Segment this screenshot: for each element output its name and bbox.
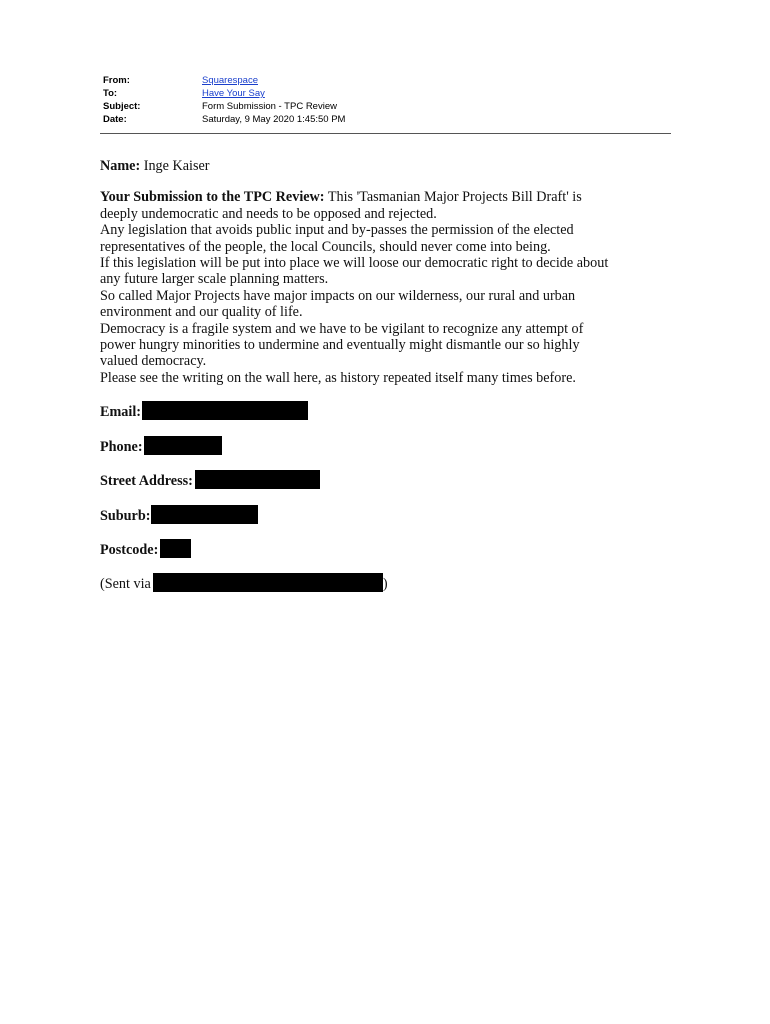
postcode-field [100,539,680,558]
postcode-label: Postcode: [100,541,159,558]
suburb-redaction [151,505,258,524]
submission-line: any future larger scale planning matters. [100,271,329,288]
phone-redaction [144,436,222,455]
header-to-row [103,87,345,100]
submission-line: environment and our quality of life. [100,304,303,321]
submission-line: power hungry minorities to undermine and eventually might dismantle our so highly [100,337,580,354]
street-address-field [100,470,680,489]
submission-line: Democracy is a fragile system and we have to be vigilant to recognize any attempt of [100,320,584,337]
suburb-field [100,505,680,524]
email-header [103,74,345,126]
date-label: Date: [103,114,127,125]
date-value: Saturday, 9 May 2020 1:45:50 PM [202,114,346,125]
street-address-label: Street Address: [100,473,193,490]
submission-line: Any legislation that avoids public input and by-passes the permission of the elected [100,222,574,239]
phone-field [100,436,680,455]
submission-line: If this legislation will be put into place we will loose our democratic right to decide about [100,255,609,272]
name-value: Inge Kaiser [143,158,210,174]
to-label: To: [103,88,118,99]
email-label: Email: [100,404,141,421]
submission-label: Your Submission to the TPC Review: [100,189,325,206]
submission-line: representatives of the people, the local Councils, should never come into being. [100,238,551,255]
to-link[interactable]: Have Your Say [202,88,265,99]
name-field [100,158,680,174]
email-redaction [142,401,308,420]
phone-label: Phone: [100,438,143,455]
submission-line: deeply undemocratic and needs to be opposed and rejected. [100,205,437,222]
subject-label: Subject: [103,101,141,112]
sent-via-suffix: ) [382,576,388,593]
header-from-row [103,74,345,87]
message-body [100,158,680,608]
submission-line: So called Major Projects have major impacts on our wilderness, our rural and urban [100,287,576,304]
sent-via-prefix: (Sent via [100,576,151,593]
submission-line: valued democracy. [100,353,207,370]
from-link[interactable]: Squarespace [202,75,258,86]
from-label: From: [103,75,130,86]
header-subject-row [103,100,345,113]
submission-line: Please see the writing on the wall here, as history repeated itself many times before. [100,369,576,386]
submission-line: Your Submission to the TPC Review: This 'Tasmanian Major Projects Bill Draft' is [100,189,582,206]
suburb-label: Suburb: [100,507,151,524]
submission-field [100,189,680,386]
sent-via-field [100,573,680,592]
postcode-redaction [160,539,191,558]
sent-via-redaction [153,573,383,592]
header-date-row [103,113,345,126]
street-address-redaction [195,470,320,489]
name-label: Name: [100,158,141,174]
subject-value: Form Submission - TPC Review [202,101,337,112]
email-field [100,401,680,420]
header-divider [100,133,671,134]
